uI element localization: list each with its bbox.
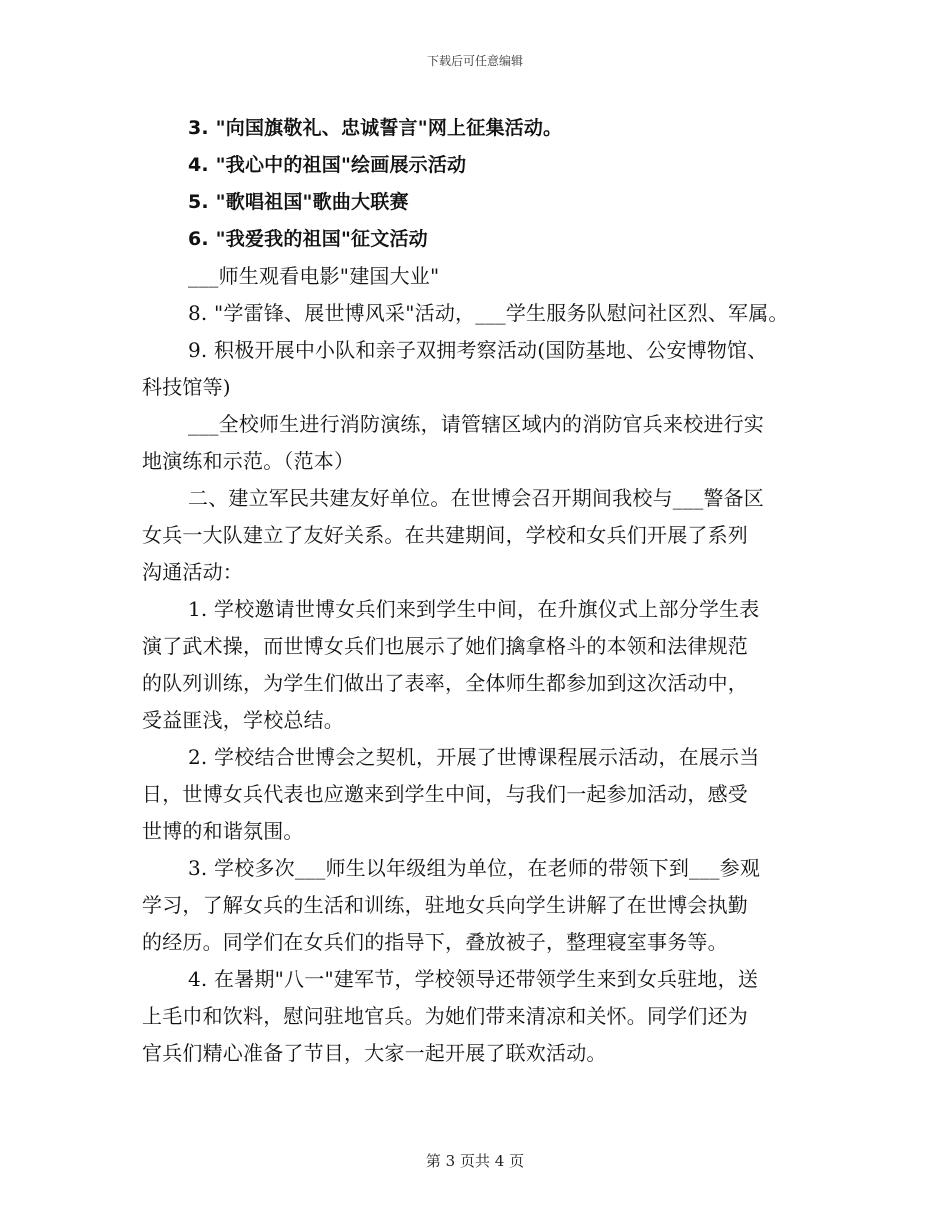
text-line: 的经历。同学们在女兵们的指导下，叠放被子，整理寝室事务等。 (142, 930, 728, 954)
text-line: 科技馆等) (142, 375, 231, 399)
text-line: 9. 积极开展中小队和亲子双拥考察活动(国防基地、公安博物馆、 (188, 338, 768, 362)
text-line: 的队列训练，为学生们做出了表率，全体师生都参加到这次活动中， (142, 671, 748, 695)
text-line: 演了武术操，而世博女兵们也展示了她们擒拿格斗的本领和法律规范 (142, 634, 748, 658)
document-body (142, 110, 822, 1072)
text-line: 日，世博女兵代表也应邀来到学生中间，与我们一起参加活动，感受 (142, 782, 748, 806)
text-line: 官兵们精心准备了节目，大家一起开展了联欢活动。 (142, 1041, 607, 1065)
text-line: ___全校师生进行消防演练，请管辖区域内的消防官兵来校进行实 (188, 412, 764, 436)
page-header: 下载后可任意编辑 (426, 54, 523, 68)
text-line: 3. 学校多次___师生以年级组为单位，在老师的带领下到___参观 (188, 856, 761, 880)
text-line: 地演练和示范。（范本） (142, 449, 355, 473)
text-line: 上毛巾和饮料，慰问驻地官兵。为她们带来清凉和关怀。同学们还为 (142, 1004, 748, 1028)
text-line: 沟通活动： (142, 560, 243, 584)
text-line: 女兵一大队建立了友好关系。在共建期间，学校和女兵们开展了系列 (142, 523, 748, 547)
text-line: 6. "我爱我的祖国"征文活动 (188, 228, 428, 250)
text-line: 受益匪浅，学校总结。 (142, 708, 344, 732)
text-line: 4. "我心中的祖国"绘画展示活动 (188, 154, 467, 176)
text-line: 5. "歌唱祖国"歌曲大联赛 (188, 191, 409, 213)
text-line: 世博的和谐氛围。 (142, 819, 304, 843)
text-line: 2. 学校结合世博会之契机，开展了世博课程展示活动，在展示当 (188, 745, 760, 769)
page-footer: 第 3 页共 4 页 (425, 1152, 525, 1170)
text-line: ___师生观看电影"建国大业" (188, 264, 440, 288)
text-line: 1. 学校邀请世博女兵们来到学生中间，在升旗仪式上部分学生表 (188, 597, 760, 621)
text-line: 学习，了解女兵的生活和训练，驻地女兵向学生讲解了在世博会执勤 (142, 893, 748, 917)
text-line: 8. "学雷锋、展世博风采"活动，___学生服务队慰问社区烈、军属。 (188, 301, 789, 325)
text-line: 二、建立军民共建友好单位。在世博会召开期间我校与___警备区 (188, 486, 764, 510)
text-line: 3. "向国旗敬礼、忠诚誓言"网上征集活动。 (188, 117, 563, 139)
text-line: 4. 在暑期"八一"建军节，学校领导还带领学生来到女兵驻地，送 (188, 967, 759, 991)
